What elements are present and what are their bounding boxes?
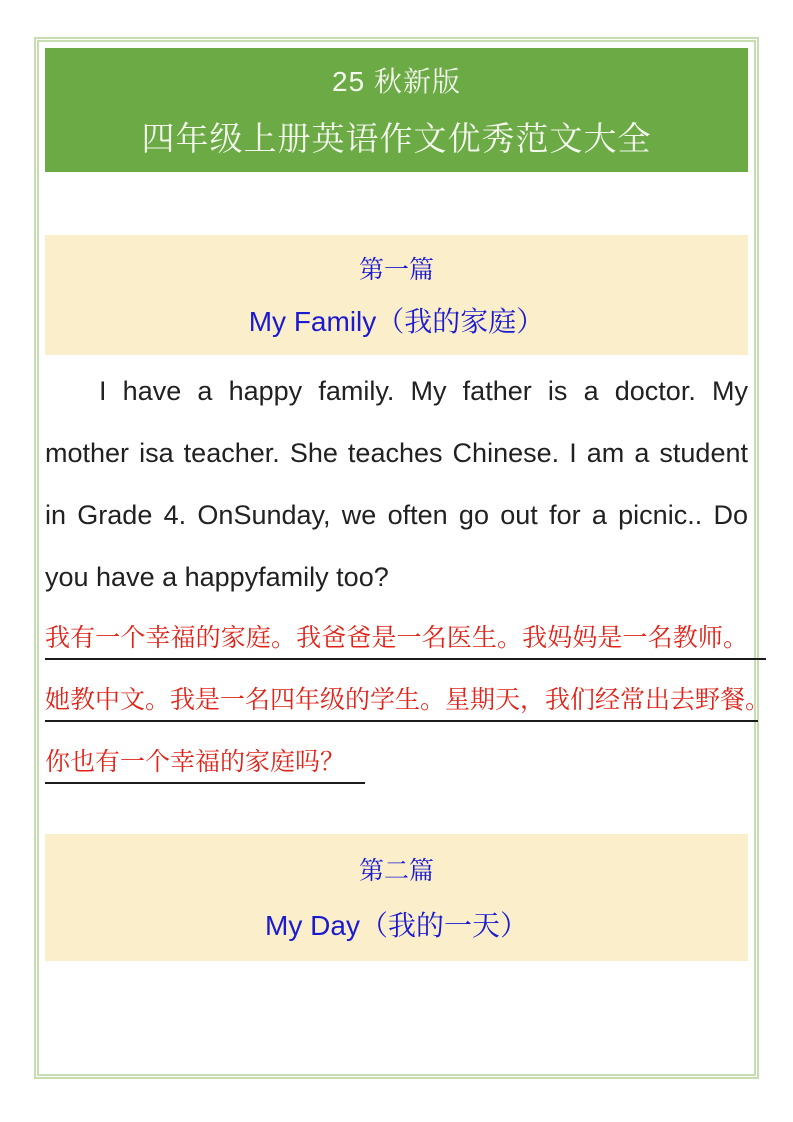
essay-en-line-4: you have a happyfamily too? [45, 562, 389, 592]
section-1-number: 第一篇 [358, 255, 434, 284]
essay-en-line-2: mother isa teacher. She teaches Chinese. I am a student [45, 438, 748, 468]
section-2-number: 第二篇 [358, 857, 434, 885]
section-2-header [45, 834, 748, 961]
section-2-title: My Day（我的一天） [265, 910, 528, 941]
essay-en-line-1: I have a happy family. My father is a doctor. My [99, 376, 748, 406]
banner-title-line: 四年级上册英语作文优秀范文大全 [141, 119, 652, 157]
essay-chinese-translation [45, 618, 771, 784]
title-banner [45, 48, 748, 172]
section-1-header [45, 235, 748, 355]
essay-zh-line-1: 我有一个幸福的家庭。我爸爸是一名医生。我妈妈是一名教师。 [45, 618, 766, 660]
essay-en-line-3: in Grade 4. OnSunday, we often go out for a picnic.. Do [45, 500, 748, 530]
essay-zh-line-2: 她教中文。我是一名四年级的学生。星期天，我们经常出去野餐。 [45, 680, 758, 722]
essay-zh-line-3 [45, 742, 748, 784]
page-border-frame [34, 37, 771, 1079]
banner-edition-line: 25 秋新版 [332, 66, 461, 98]
section-1-title: My Family（我的家庭） [248, 306, 545, 338]
essay-zh-line-3-text: 你也有一个幸福的家庭吗？ [45, 742, 365, 784]
essay-english-paragraph [45, 360, 748, 608]
